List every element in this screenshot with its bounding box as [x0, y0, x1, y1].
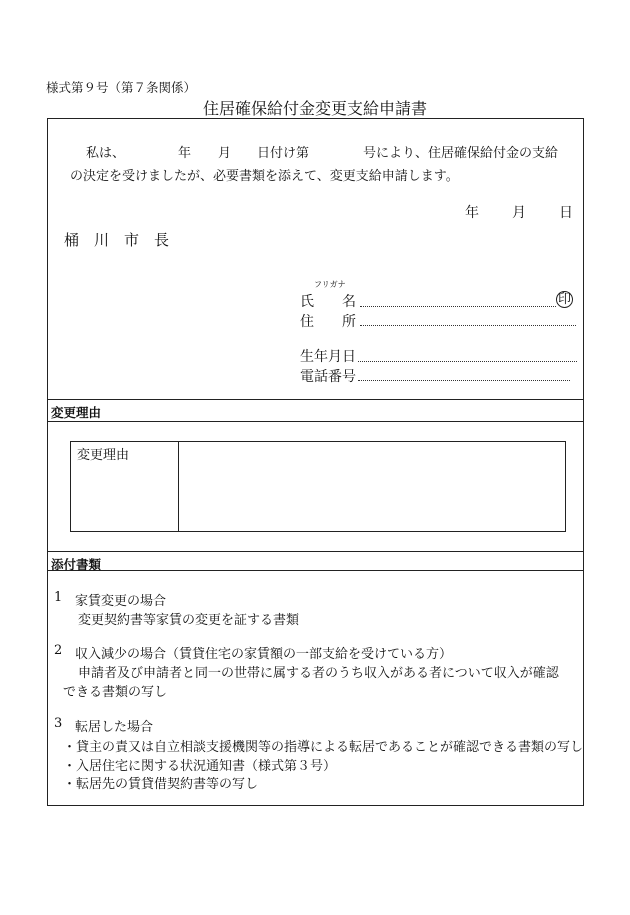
name-label: 氏 名 [300, 294, 356, 310]
date-year: 年 [465, 205, 479, 221]
addressee: 桶 川 市 長 [64, 231, 170, 249]
address-field[interactable] [360, 325, 576, 326]
attachment-item-line: 申請者及び申請者と同一の世帯に属する者のうち収入がある者について収入が確認 [78, 666, 559, 681]
change-reason-input[interactable] [180, 443, 564, 530]
attachment-item-title: 転居した場合 [75, 720, 154, 735]
statement-line2: の決定を受けましたが、必要書類を添えて、変更支給申請します。 [70, 169, 459, 184]
name-field[interactable] [360, 306, 556, 307]
attachment-bullet: ・入居住宅に関する状況通知書（様式第３号） [63, 759, 337, 774]
statement-month: 月 [218, 146, 232, 161]
birthdate-field[interactable] [358, 361, 577, 362]
attachment-item-title: 家賃変更の場合 [75, 594, 167, 609]
phone-field[interactable] [358, 380, 570, 381]
attachments-section-label: 添付書類 [51, 557, 102, 572]
attachment-item-num: 3 [54, 716, 63, 731]
date-month: 月 [512, 205, 526, 221]
attachment-bullet: ・貸主の責又は自立相談支援機関等の指導による転居であることが確認できる書類の写し [63, 740, 584, 755]
statement-day-dated: 日付け第 [257, 146, 310, 161]
form-title: 住居確保給付金変更支給申請書 [202, 99, 427, 118]
attachment-item-line: できる書類の写し [63, 685, 168, 700]
attachment-item-num: 1 [54, 590, 63, 605]
divider [47, 399, 584, 400]
attachment-item-title: 収入減少の場合（賃貸住宅の家賃額の一部支給を受けている方） [75, 647, 453, 662]
change-reason-box-label: 変更理由 [77, 448, 130, 463]
form-number: 様式第９号（第７条関係） [46, 80, 197, 95]
change-reason-section-label: 変更理由 [51, 405, 102, 420]
birthdate-label: 生年月日 [300, 349, 356, 365]
date-day: 日 [559, 205, 573, 221]
divider [47, 551, 584, 552]
statement-year: 年 [178, 146, 192, 161]
attachment-item-num: 2 [54, 643, 63, 658]
address-label: 住 所 [300, 314, 356, 330]
change-reason-divider [178, 441, 179, 532]
divider [47, 421, 584, 422]
phone-label: 電話番号 [300, 369, 356, 385]
seal-mark: 印 [557, 292, 571, 307]
attachment-item-line: 変更契約書等家賃の変更を証する書類 [78, 613, 300, 628]
furigana-label: フリガナ [314, 280, 346, 289]
statement-prefix: 私は、 [86, 146, 126, 161]
attachment-bullet: ・転居先の賃貸借契約書等の写し [63, 777, 259, 792]
statement-suffix: 号により、住居確保給付金の支給 [363, 146, 559, 161]
divider [47, 570, 584, 571]
